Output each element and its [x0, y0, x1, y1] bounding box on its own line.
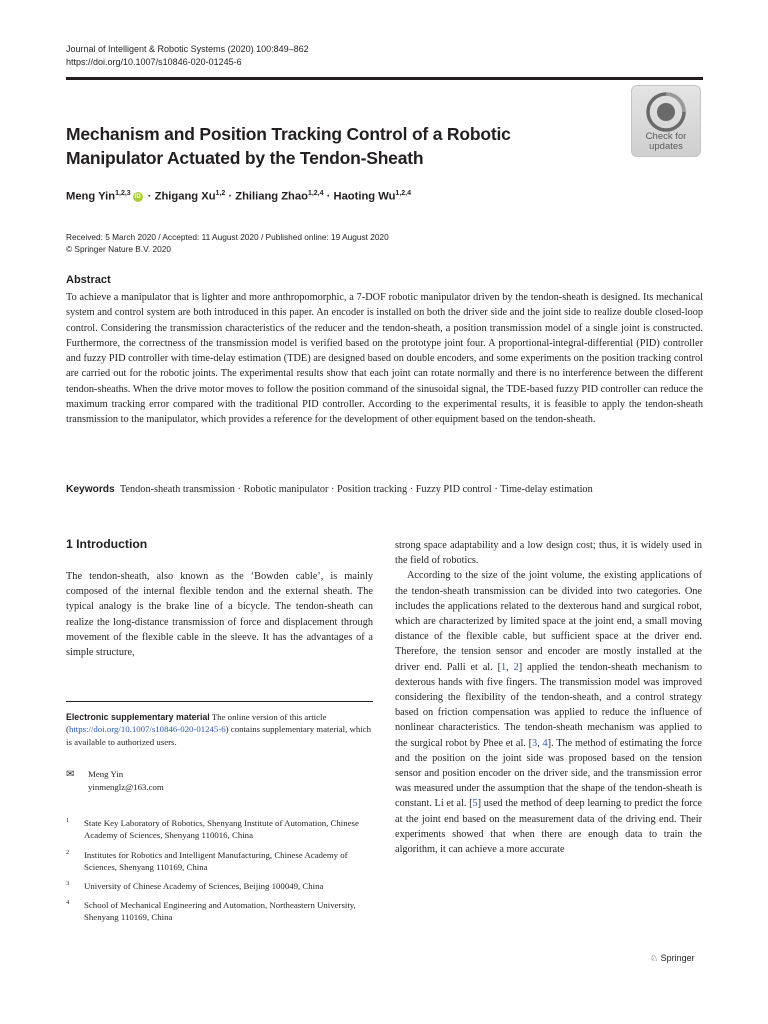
author-affiliation: 1,2,4 [395, 190, 411, 197]
abstract-heading: Abstract [66, 274, 111, 286]
envelope-icon[interactable]: ✉ [66, 769, 75, 780]
copyright: © Springer Nature B.V. 2020 [66, 244, 171, 254]
paragraph: The tendon-sheath, also known as the ‘Bowden cable’, is mainly composed of the internal flexible tendon and the external sheath. The typical analogy is the brake line of a bicycle. The tendon-sheath can realize the long-distance transmission of force and displacement through movement of the flexible cable in the sleeve. It has the advantages of a simple structure, [66, 571, 373, 659]
badge-line-2: updates [649, 141, 683, 152]
badge-line-1: Check for [645, 131, 687, 142]
author-name[interactable]: Haoting Wu [333, 190, 396, 203]
author-separator: · [323, 190, 334, 203]
affiliation-text: Institutes for Robotics and Intelligent Manufacturing, Chinese Academy of Sciences, Shenyang 110169, China [84, 850, 348, 873]
paragraph: strong space adaptability and a low design cost; thus, it is widely used in the field of robotics. [395, 540, 702, 567]
keywords [66, 484, 716, 495]
citation-link[interactable]: 4 [542, 737, 548, 749]
corresponding-email[interactable]: yinmenglz@163.com [88, 782, 164, 793]
orcid-icon[interactable]: iD [134, 193, 141, 200]
affiliation [66, 880, 373, 892]
keywords-text: Tendon-sheath transmission · Robotic manipulator · Position tracking · Fuzzy PID control · Time-delay estimation [119, 484, 593, 495]
affiliation-number: 3 [66, 880, 70, 887]
affiliation-text: University of Chinese Academy of Sciences, Beijing 100049, China [84, 881, 324, 891]
keywords-label: Keywords [66, 484, 115, 495]
affiliation-number: 4 [66, 899, 70, 906]
right-column-text [395, 538, 702, 857]
esm-text-a: The online version of this article ( [66, 712, 327, 735]
citation-link[interactable]: 5 [472, 798, 478, 810]
affiliation [66, 899, 373, 924]
check-for-updates-badge[interactable] [631, 85, 701, 157]
paper-title: Mechanism and Position Tracking Control of a Robotic Manipulator Actuated by the Tendon-Sheath [66, 124, 511, 168]
citation-link[interactable]: 1 [501, 661, 507, 673]
footnote-rule [66, 701, 373, 702]
section-heading: 1 Introduction [66, 537, 148, 551]
esm-text-b: ) contains supplementary material, which is available to authorized users. [66, 724, 372, 747]
author-name[interactable]: Zhigang Xu [154, 190, 216, 203]
citation-link[interactable]: 3 [532, 737, 538, 749]
esm-link[interactable]: https://doi.org/10.1007/s10846-020-01245-6 [68, 724, 226, 735]
affiliation-text: State Key Laboratory of Robotics, Shenyang Institute of Automation, Chinese Academy of Sciences, Shenyang 110016, China [84, 818, 359, 841]
journal-citation: Journal of Intelligent & Robotic Systems (2020) 100:849–862 [66, 44, 309, 54]
author-affiliation: 1,2 [215, 190, 226, 197]
citation-link[interactable]: 2 [513, 661, 519, 673]
corresponding-name: Meng Yin [88, 769, 124, 779]
author-separator: · [144, 190, 155, 203]
author-affiliation: 1,2,3 [115, 190, 131, 197]
supplementary-note [66, 711, 373, 748]
affiliation [66, 817, 373, 842]
author-list [66, 190, 411, 203]
header-rule [66, 77, 703, 80]
affiliation-text: School of Mechanical Engineering and Automation, Northeastern University, Shenyang 110169, China [84, 900, 356, 923]
esm-label: Electronic supplementary material [66, 712, 210, 722]
affiliation-number: 2 [66, 849, 70, 856]
abstract-text: To achieve a manipulator that is lighter and more anthropomorphic, a 7-DOF robotic manipulator driven by the tendon-sheath is designed. Its mechanical system and control system are both introduced in this paper. An encoder is installed on both the driver side and the joint side to realize double closed-loop control. Considering the transmission characteristics of the reducer and the tendon-sheath, a position transmission model of a single joint is constructed. Furthermore, the correctness of the transmission model is verified based on the prototype joint four. A proportional-integral-differential (PID) controller and fuzzy PID controller with time-delay estimation (TDE) are designed based on double encoders, and some experiments on the position tracking control are carried out for the robotic joints. The experimental results show that each joint can rotate normally and there is no interference between the different tendon-sheaths. When the drive motor moves to follow the position command of the sinusoidal signal, the TDE-based fuzzy PID controller can reduce the maximum tracking error compared with the traditional PID controller. According to the experimental results, it is feasible to apply the tendon-sheath transmission to the manipulator, which provides a reference for the development of other equipment based on the tendon-sheath. [66, 292, 703, 426]
paragraph: According to the size of the joint volume, the existing applications of the tendon-sheath transmission can be divided into two categories. One includes the applications related to the dexterous hand and surgical robot, which are characterized by limited space at the joint end, a small moving distance of the flexible cable, but sufficient space at the driver end. Therefore, the tension sensor and encoder are mostly installed at the driver end. Palli et al. [1, 2] applied the tendon-sheath mechanism to dexterous hands with five fingers. The transmission model was improved considering the flexibility of the tendon-sheath, and a control strategy based on friction compensation was applied to reduce the influence of nonlinear characteristics. The tendon-sheath mechanism was applied to the surgical robot by Phee et al. [3, 4]. The method of estimating the force and the position on the joint side was proposed based on the tension sensor and position encoder on the driver side, and the transmission error was measured under the assumption that the shape of the tendon-sheath is constant. Li et al. [5] used the method of deep learning to predict the force at the joint end based on the measurement data of the driving end. Their experiments showed that when there are enough data to train the algorithm, it can achieve a more accurate [395, 570, 703, 856]
author-name[interactable]: Zhiliang Zhao [235, 190, 308, 203]
author-affiliation: 1,2,4 [307, 190, 324, 197]
left-column-text [66, 569, 373, 660]
update-icon [646, 92, 686, 132]
doi-link[interactable]: https://doi.org/10.1007/s10846-020-01245-6 [66, 57, 242, 67]
affiliation-number: 1 [66, 817, 70, 824]
affiliation [66, 849, 373, 874]
publication-dates [66, 231, 389, 255]
springer-horse-icon: ♘ [650, 953, 659, 963]
corresponding-author [66, 768, 164, 794]
publisher-name: Springer [660, 953, 695, 963]
received-dates: Received: 5 March 2020 / Accepted: 11 August 2020 / Published online: 19 August 2020 [66, 232, 389, 242]
author-name[interactable]: Meng Yin [66, 190, 116, 203]
journal-header [66, 43, 309, 69]
author-separator: · [225, 190, 236, 203]
publisher-logo [650, 953, 695, 964]
